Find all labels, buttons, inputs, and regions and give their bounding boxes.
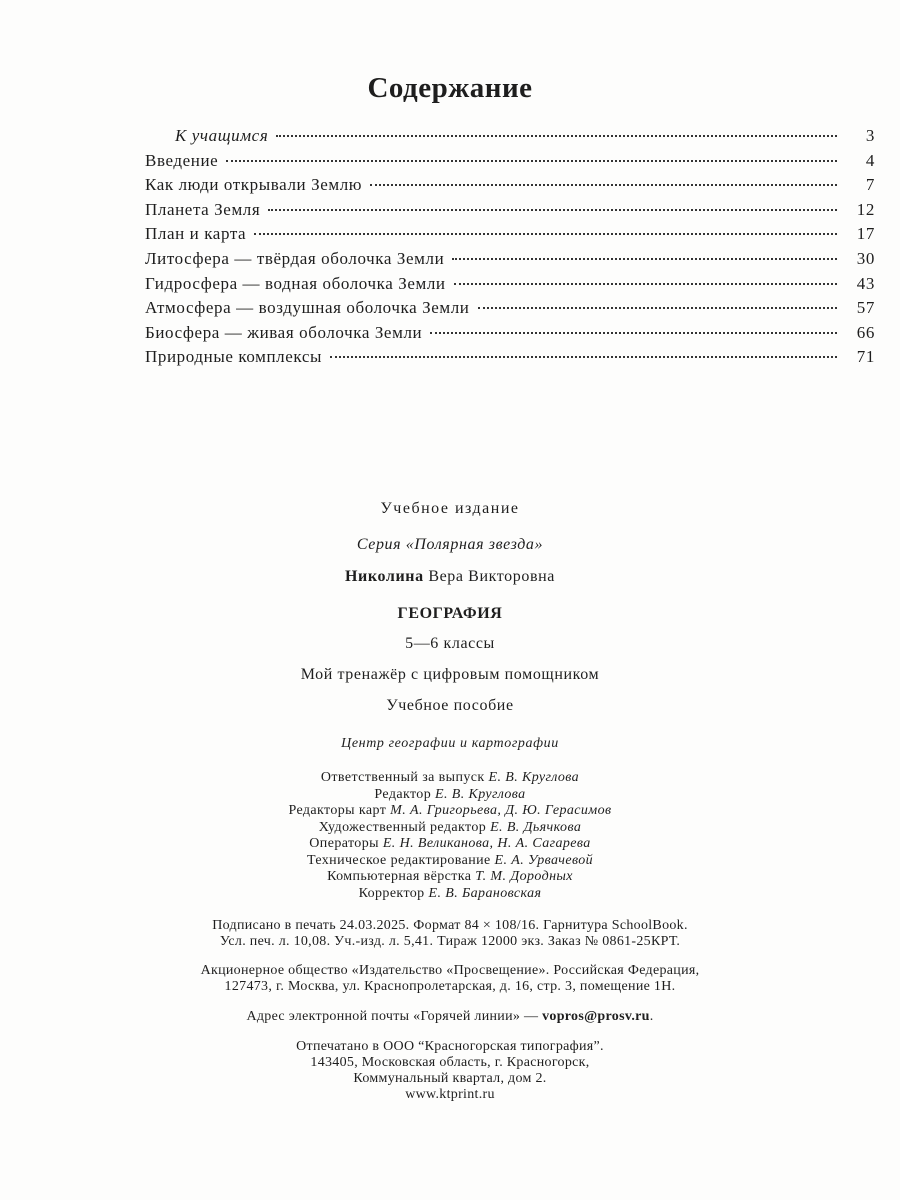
book-kind: Учебное пособие bbox=[386, 697, 514, 714]
credit-name: Е. Н. Великанова, Н. А. Сагарева bbox=[382, 836, 591, 851]
publisher-line: 127473, г. Москва, ул. Краснопролетарская, д. 16, стр. 3, помещение 1Н. bbox=[224, 979, 676, 994]
credit-role: Техническое редактирование bbox=[306, 852, 491, 868]
credit-line bbox=[0, 787, 900, 804]
credits-list bbox=[0, 770, 900, 902]
toc-entry-page: 30 bbox=[856, 248, 875, 268]
toc-entry bbox=[145, 249, 875, 274]
dot-leader bbox=[226, 160, 837, 162]
toc-entry bbox=[145, 298, 875, 323]
print-line: Усл. печ. л. 10,08. Уч.-изд. л. 5,41. Тираж 12000 экз. Заказ № 0861-25КРТ. bbox=[219, 934, 681, 949]
subtitle: Мой тренажёр с цифровым помощником bbox=[300, 666, 600, 683]
author-surname: Николина bbox=[345, 568, 424, 585]
toc-entry-title: Литосфера — твёрдая оболочка Земли bbox=[145, 248, 445, 268]
toc-entry bbox=[145, 200, 875, 225]
book-title: ГЕОГРАФИЯ bbox=[397, 605, 503, 622]
credit-role: Операторы bbox=[309, 836, 379, 851]
hotline-label: Адрес электронной почты «Горячей линии» — bbox=[246, 1009, 539, 1024]
toc-entry bbox=[145, 175, 875, 200]
hotline-email[interactable]: vopros@prosv.ru bbox=[542, 1009, 650, 1024]
credit-name: М. А. Григорьева, Д. Ю. Герасимов bbox=[390, 803, 612, 818]
credit-line bbox=[0, 836, 900, 853]
toc-entry-title: Введение bbox=[145, 150, 219, 170]
publishing-center: Центр географии и картографии bbox=[341, 736, 559, 751]
dot-leader bbox=[430, 332, 837, 334]
printer-url[interactable]: www.ktprint.ru bbox=[405, 1087, 495, 1102]
credit-name: Т. М. Дородных bbox=[475, 869, 573, 884]
author-name: Вера Викторовна bbox=[428, 568, 555, 585]
credit-name: Е. А. Урвачевой bbox=[494, 852, 594, 868]
series: Серия «Полярная звезда» bbox=[356, 536, 544, 553]
toc-entry-page: 12 bbox=[856, 199, 875, 219]
credit-line bbox=[0, 770, 900, 787]
toc-entry bbox=[145, 126, 875, 151]
toc-entry-page: 7 bbox=[865, 175, 875, 195]
dot-leader bbox=[276, 135, 837, 137]
dot-leader bbox=[268, 209, 837, 211]
credit-role: Редакторы карт bbox=[288, 803, 387, 818]
print-details bbox=[0, 918, 900, 950]
printer-details bbox=[0, 1039, 900, 1103]
edition-type: Учебное издание bbox=[380, 500, 520, 517]
toc-entry-title: Атмосфера — воздушная оболочка Земли bbox=[145, 298, 470, 318]
toc-title: Содержание bbox=[367, 72, 533, 104]
hotline bbox=[0, 1009, 900, 1025]
credit-name: Е. В. Круглова bbox=[488, 770, 580, 785]
credit-name: Е. В. Круглова bbox=[435, 786, 526, 802]
toc-entry bbox=[145, 323, 875, 348]
dot-leader bbox=[454, 283, 837, 285]
credit-line bbox=[0, 853, 900, 870]
printer-line: Отпечатано в ООО “Красногорская типография”. bbox=[296, 1039, 604, 1054]
toc-entry-title: Природные комплексы bbox=[145, 347, 323, 367]
dot-leader bbox=[452, 258, 837, 260]
credit-line bbox=[0, 820, 900, 837]
toc-entry-title: К учащимся bbox=[175, 126, 269, 145]
hotline-end: . bbox=[649, 1009, 654, 1024]
toc-entry-page: 4 bbox=[865, 150, 875, 170]
toc-entry-title: План и карта bbox=[145, 224, 247, 244]
credit-line bbox=[0, 886, 900, 903]
credit-name: Е. В. Барановская bbox=[428, 885, 542, 901]
credit-name: Е. В. Дьячкова bbox=[490, 819, 582, 835]
credit-role: Редактор bbox=[374, 786, 432, 802]
credit-line bbox=[0, 803, 900, 820]
credit-role: Ответственный за выпуск bbox=[320, 770, 485, 785]
toc-entry-title: Как люди открывали Землю bbox=[145, 175, 363, 195]
toc-entry-page: 71 bbox=[856, 347, 875, 367]
toc-entry bbox=[145, 274, 875, 299]
dot-leader bbox=[370, 184, 837, 186]
toc-entry-page: 57 bbox=[856, 298, 875, 318]
printer-line: Коммунальный квартал, дом 2. bbox=[353, 1071, 547, 1086]
table-of-contents bbox=[145, 126, 875, 372]
credit-role: Компьютерная вёрстка bbox=[327, 869, 472, 884]
print-line: Подписано в печать 24.03.2025. Формат 84 × 108/16. Гарнитура SchoolBook. bbox=[212, 918, 688, 933]
credit-role: Художественный редактор bbox=[318, 819, 487, 835]
imprint-block bbox=[0, 500, 900, 1103]
credit-line bbox=[0, 869, 900, 886]
toc-entry-title: Гидросфера — водная оболочка Земли bbox=[145, 273, 446, 293]
toc-entry-page: 66 bbox=[856, 322, 875, 342]
publisher-line: Акционерное общество «Издательство «Просвещение». Российская Федерация, bbox=[200, 963, 700, 978]
toc-entry-page: 3 bbox=[865, 126, 875, 145]
publisher-details bbox=[0, 963, 900, 995]
toc-entry-page: 43 bbox=[856, 273, 875, 293]
dot-leader bbox=[478, 307, 838, 309]
dot-leader bbox=[254, 233, 837, 235]
printer-line: 143405, Московская область, г. Красногорск, bbox=[310, 1055, 590, 1070]
toc-entry-title: Биосфера — живая оболочка Земли bbox=[145, 322, 423, 342]
toc-entry bbox=[145, 224, 875, 249]
author bbox=[0, 568, 900, 586]
dot-leader bbox=[330, 356, 837, 358]
toc-entry bbox=[145, 151, 875, 176]
toc-entry bbox=[145, 347, 875, 372]
toc-entry-page: 17 bbox=[856, 224, 875, 244]
toc-entry-title: Планета Земля bbox=[145, 199, 261, 219]
credit-role: Корректор bbox=[358, 885, 425, 901]
grades: 5—6 классы bbox=[405, 635, 495, 652]
